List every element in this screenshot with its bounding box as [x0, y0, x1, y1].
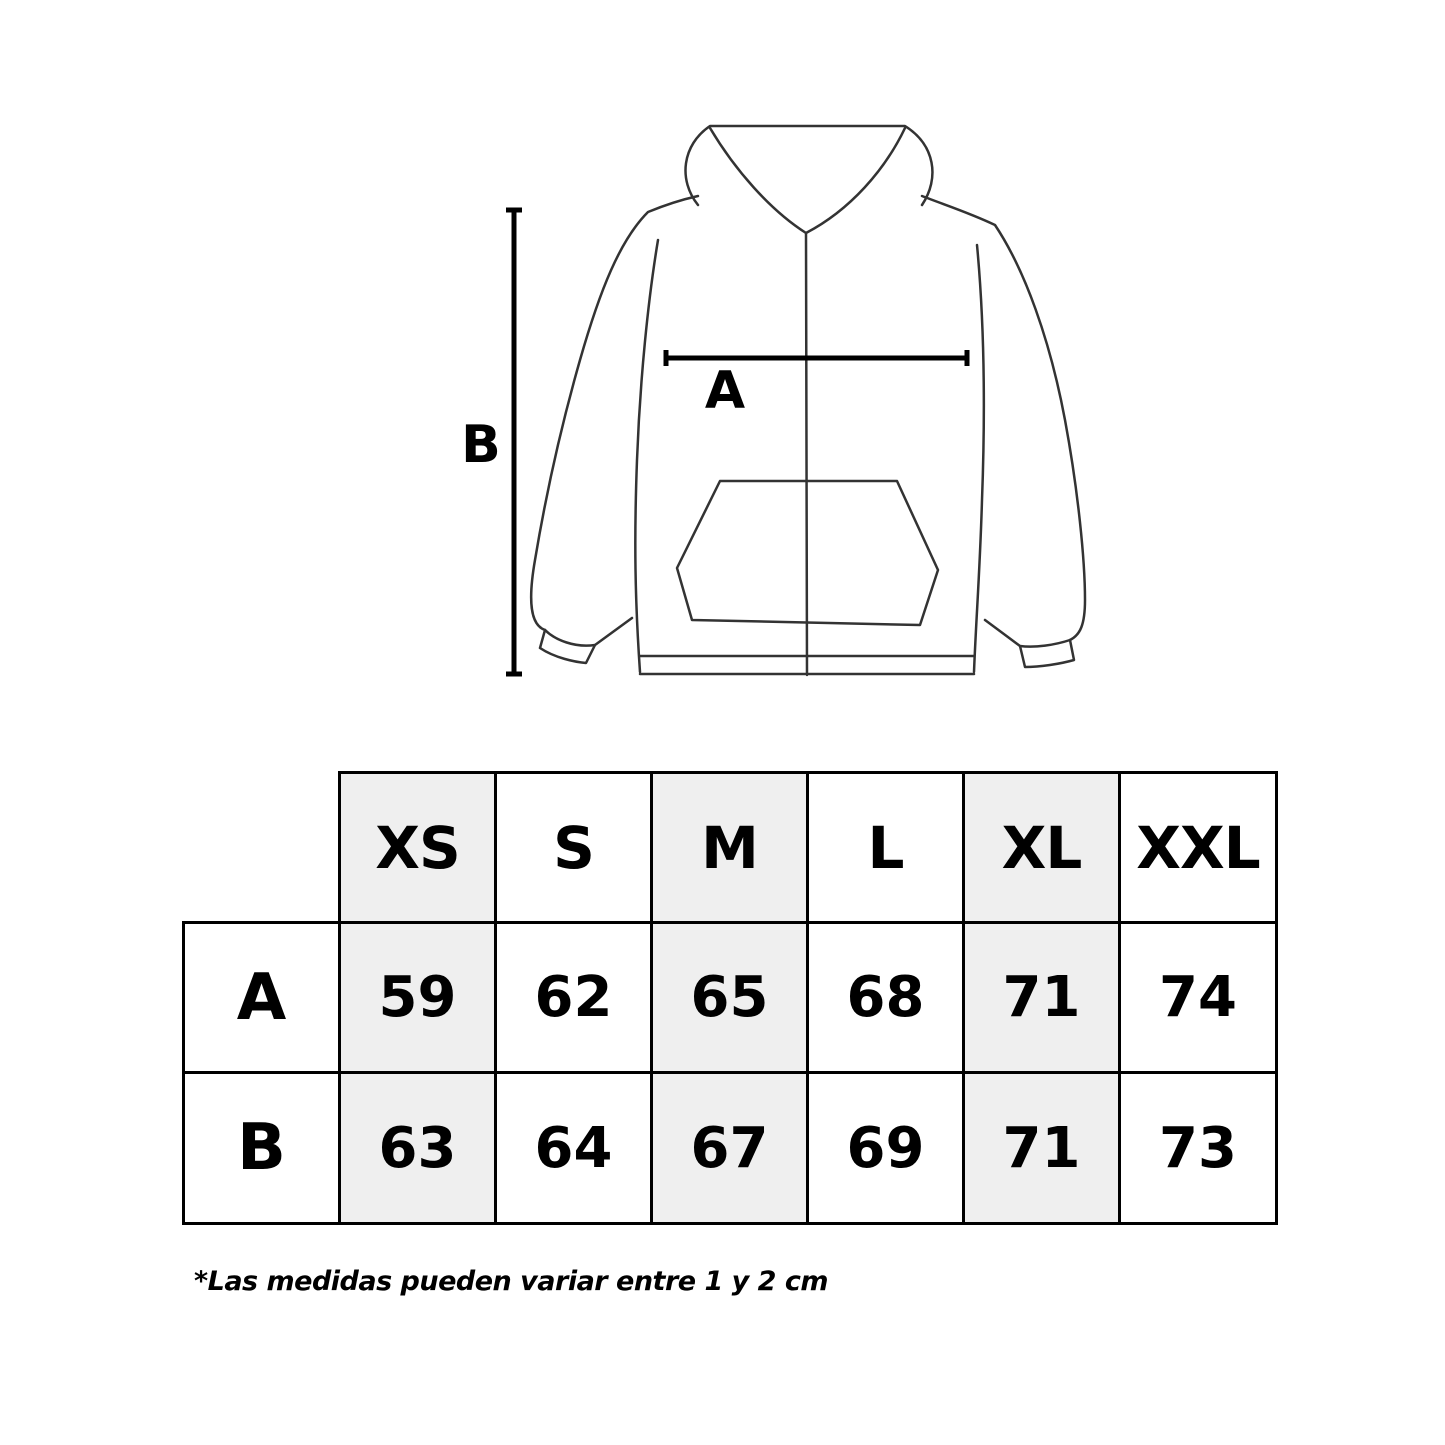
value-a-m: 65	[650, 921, 809, 1074]
row-label-a: A	[182, 921, 341, 1074]
hoodie-outline	[531, 126, 1085, 675]
size-header-xs: XS	[338, 771, 497, 924]
value-b-s: 64	[494, 1071, 653, 1225]
cuff-right-band	[1020, 640, 1074, 667]
value-a-s: 62	[494, 921, 653, 1074]
measure-b-line	[506, 210, 522, 674]
value-a-xs: 59	[338, 921, 497, 1074]
hood-inner	[710, 128, 905, 233]
hoodie-diagram	[0, 0, 1445, 720]
size-header-xl: XL	[962, 771, 1121, 924]
value-b-xs: 63	[338, 1071, 497, 1225]
value-b-l: 69	[806, 1071, 965, 1225]
value-b-xxl: 73	[1118, 1071, 1278, 1225]
value-a-xxl: 74	[1118, 921, 1278, 1074]
size-header-m: M	[650, 771, 809, 924]
value-b-m: 67	[650, 1071, 809, 1225]
size-header-xxl: XXL	[1118, 771, 1278, 924]
cuff-left	[545, 618, 632, 646]
body-left	[531, 196, 698, 630]
measure-b-label: B	[461, 415, 501, 475]
torso-left	[635, 240, 658, 672]
size-table	[182, 771, 1278, 1225]
size-header-s: S	[494, 771, 653, 924]
value-b-xl: 71	[962, 1071, 1121, 1225]
body-right	[922, 196, 1085, 640]
zipper	[806, 233, 807, 675]
torso-right	[974, 245, 984, 672]
size-header-l: L	[806, 771, 965, 924]
value-a-xl: 71	[962, 921, 1121, 1074]
measure-a-label: A	[704, 361, 746, 421]
value-a-l: 68	[806, 921, 965, 1074]
footnote: *Las medidas pueden variar entre 1 y 2 cm	[194, 1266, 828, 1297]
cuff-right	[985, 620, 1070, 647]
hood-top	[686, 126, 933, 205]
row-label-b: B	[182, 1071, 341, 1225]
